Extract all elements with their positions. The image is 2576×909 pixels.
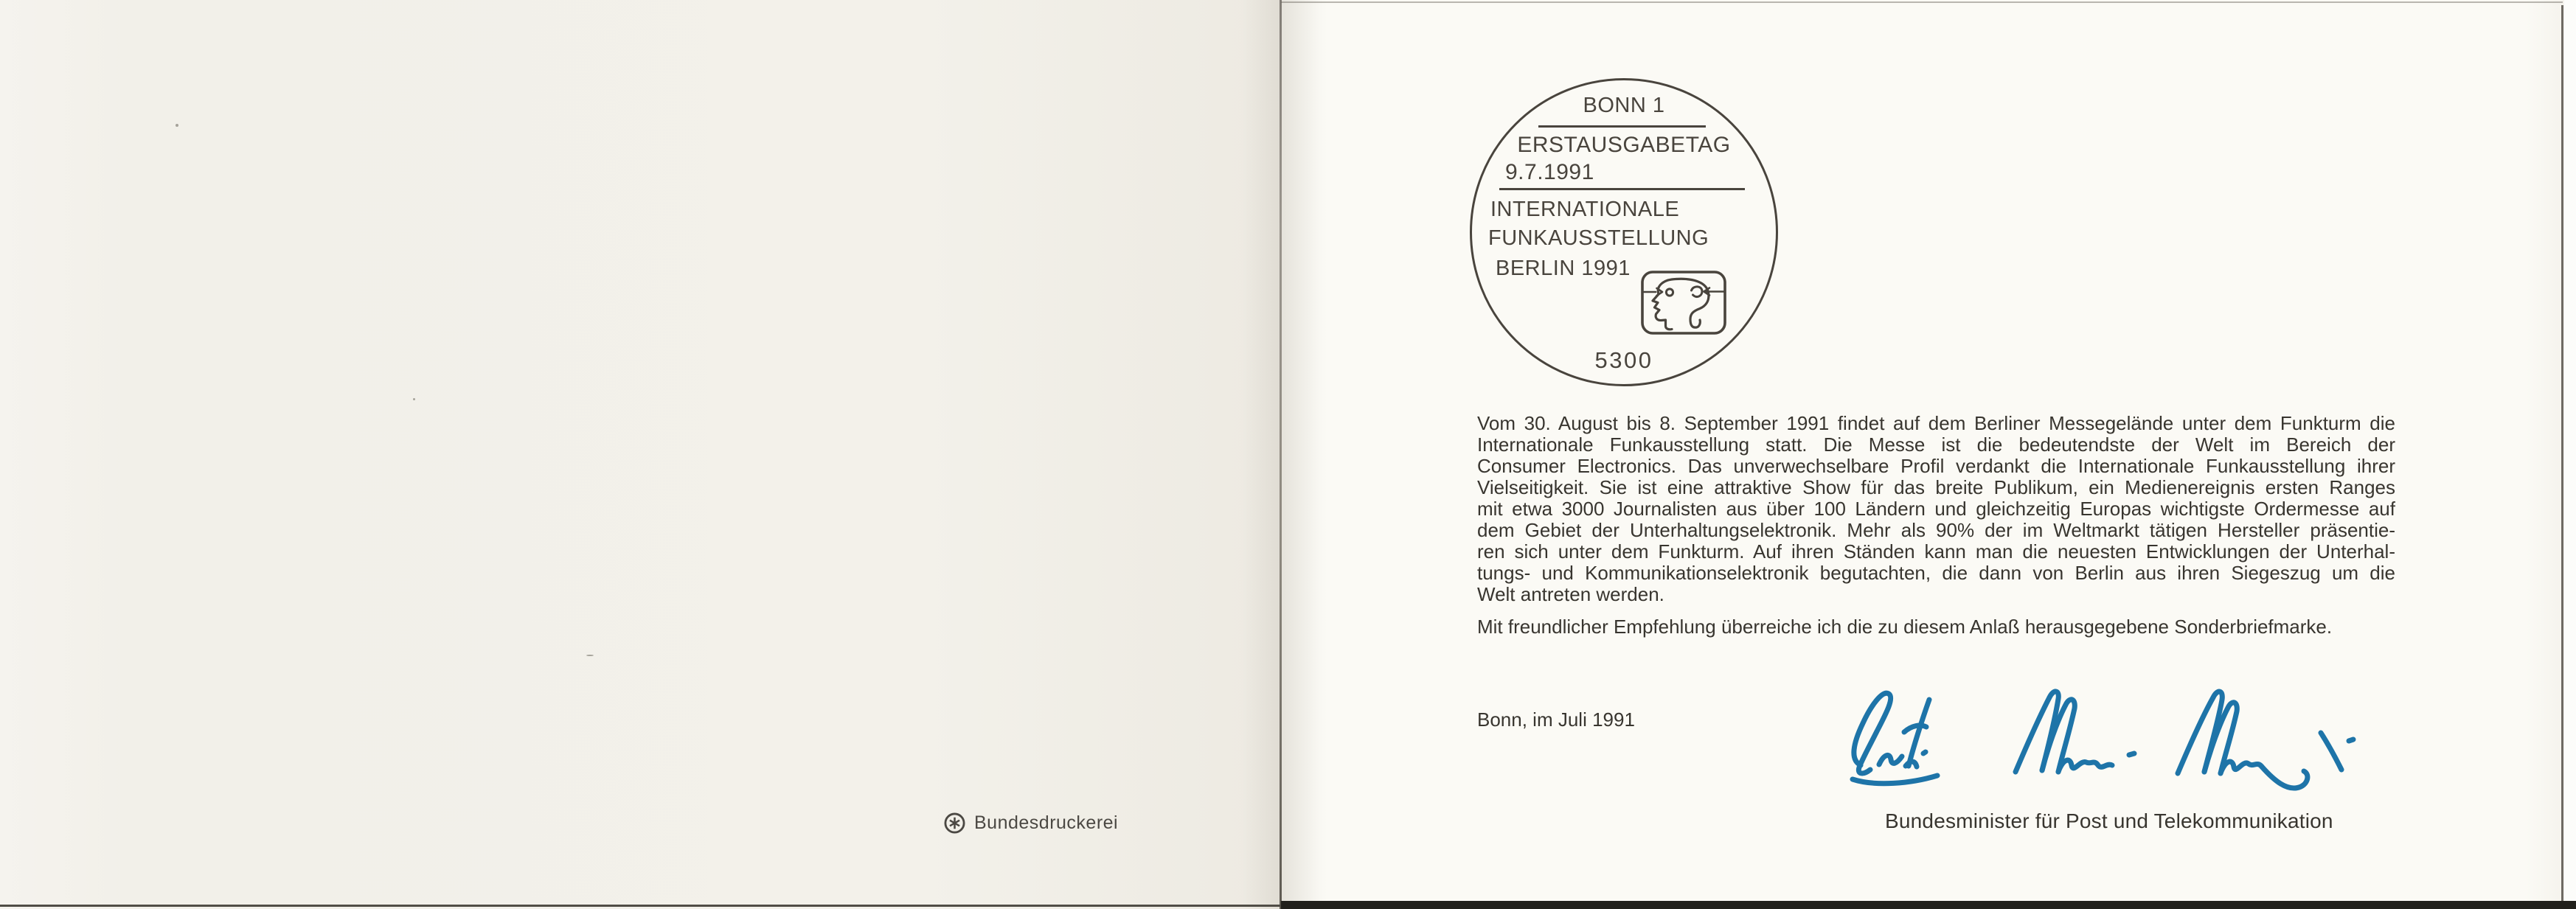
bundesdruckerei-emblem-icon bbox=[943, 812, 966, 835]
letter-line: Vom 30. August bis 8. September 1991 findet auf dem Berliner Messegelände unter dem Funkturm die bbox=[1477, 412, 2395, 434]
scan-edge-top bbox=[1281, 1, 2563, 3]
letter-line: ren sich unter dem Funkturm. Auf ihren Ständen kann man die neuesten Entwicklungen der Unterhal- bbox=[1477, 540, 2395, 563]
signature-caption: Bundesminister für Post und Telekommunikation bbox=[1885, 809, 2333, 832]
printer-imprint bbox=[943, 812, 1118, 835]
scan-edge-bottom-left bbox=[0, 905, 1281, 907]
fold-shadow-right bbox=[1282, 0, 1327, 909]
scan-edge-bottom-right bbox=[1281, 901, 2576, 909]
scan-margin bbox=[2564, 0, 2576, 909]
center-fold bbox=[1280, 0, 1282, 909]
paper-speck bbox=[176, 124, 178, 127]
letter-line: Consumer Electronics. Das unverwechselbare Profil verdankt die Internationale Funkausstellung ihrer bbox=[1477, 455, 2395, 477]
letter-line: Vielseitigkeit. Sie ist eine attraktive Show für das breite Publikum, ein Medienereignis ersten Ranges bbox=[1477, 476, 2395, 498]
imprint-label: Bundesdruckerei bbox=[974, 812, 1119, 833]
postmark-exhibition-line3: BERLIN 1991 bbox=[1496, 257, 1631, 280]
postmark-office: BONN 1 bbox=[1583, 94, 1665, 117]
letter-line: mit etwa 3000 Journalisten aus über 100 Ländern und gleichzeitig Europas wichtigste Ordermesse auf bbox=[1477, 498, 2395, 520]
letter-line: tungs- und Kommunikationselektronik begutachten, die dann von Berlin aus ihren Siegeszug um die bbox=[1477, 562, 2395, 584]
letter-line: Welt antreten werden. bbox=[1477, 583, 1664, 605]
left-page bbox=[0, 0, 1281, 909]
postmark-rule-bottom bbox=[1499, 188, 1745, 190]
first-day-postmark bbox=[1470, 78, 1778, 386]
postmark-rule-top bbox=[1538, 125, 1706, 128]
ifa-face-logo-icon bbox=[1639, 269, 1728, 336]
postmark-exhibition-line2: FUNKAUSSTELLUNG bbox=[1488, 226, 1709, 250]
letter-paragraph-1 bbox=[1477, 413, 2395, 605]
scan-edge-right bbox=[2561, 5, 2563, 903]
letter-line: Internationale Funkausstellung statt. Die Messe ist die bedeutendste der Welt im Bereich der bbox=[1477, 433, 2395, 456]
dateline: Bonn, im Juli 1991 bbox=[1477, 708, 1635, 731]
postmark-date: 9.7.1991 bbox=[1505, 160, 1594, 184]
postmark-exhibition-line1: INTERNATIONALE bbox=[1490, 198, 1680, 221]
letter-line: dem Gebiet der Unterhaltungselektronik. Mehr als 90% der im Weltmarkt tätigen Hersteller präsentie- bbox=[1477, 519, 2395, 541]
letter-paragraph-2: Mit freundlicher Empfehlung überreiche ich die zu diesem Anlaß herausgegebene Sonderbriefmarke. bbox=[1477, 616, 2333, 638]
fold-shadow-left bbox=[1243, 0, 1280, 909]
minister-signature-icon bbox=[1840, 677, 2400, 804]
postmark-postal-code: 5300 bbox=[1594, 347, 1653, 373]
paper-speck bbox=[586, 655, 594, 656]
paper-speck bbox=[413, 398, 415, 400]
postmark-event: ERSTAUSGABETAG bbox=[1517, 133, 1731, 157]
